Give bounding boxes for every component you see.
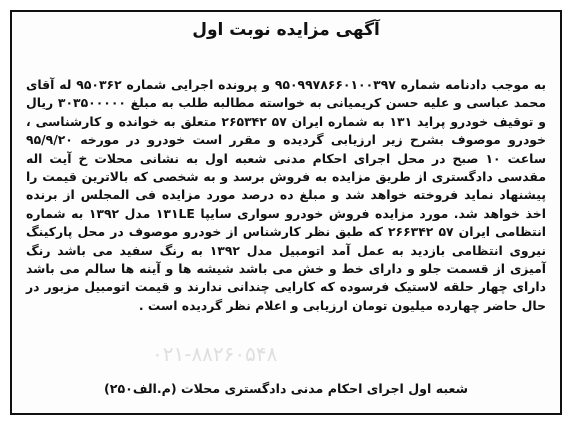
notice-body: به موجب دادنامه شماره ۹۵۰۹۹۷۸۶۶۰۱۰۰۳۹۷ و پرونده اجرایی شماره ۹۵۰۳۶۲ له آقای محمد عباسی و علیه حسن کریمیانی به خواسته مطالبه طلب به مبلغ ۳۰۳۵۰۰۰۰۰ ریال و توقیف خودرو پراید ۱۳۱ به شماره ایران ۵۷ ۲۶۵۳۴۲ متعلق به خوانده و کارشناسی ، خودرو موصوف بشرح زیر ارزیابی گردیده و مقرر است خودرو در مورخه ۹۵/۹/۲۰ ساعت ۱۰ صبح در محل اجرای احکام مدنی شعبه اول به نشانی محلات خ آیت اله مقدسی دادگستری از طریق مزایده به فروش برسد و به شخصی که بالاترین قیمت را پیشنهاد نماید فروخته خواهد شد و مبلغ ده درصد مورد مزایده فی المجلس از برنده اخذ خواهد شد. مورد مزایده فروش خودرو سواری سایپا ۱۳۱LE مدل ۱۳۹۲ به شماره انتظامی ایران ۵۷ ۲۶۶۳۴۲ که طبق نظر کارشناس از خودرو موصوف در محل پارکینگ نیروی انتظامی بازدید به عمل آمد اتومبیل مدل ۱۳۹۲ به رنگ سفید می باشد رنگ آمیزی از قسمت جلو و دارای خط و خش می باشد شیشه ها و آینه ها سالم می باشد دارای چهار حلقه لاستیک فرسوده که کارایی چندانی ندارند و قیمت اتومبیل مزبور در حال حاضر چهارده میلیون تومان ارزیابی و اعلام نظر گردیده است . (26, 77, 547, 313)
phone-watermark: ۰۲۱-۸۸۲۶۰۵۴۸ (152, 342, 278, 366)
auction-notice (10, 10, 562, 415)
notice-footer: شعبه اول اجرای احکام مدنی دادگستری محلات (م.الف۲۵۰) (104, 381, 468, 396)
notice-title: آگهی مزایده نوبت اول (192, 20, 380, 40)
